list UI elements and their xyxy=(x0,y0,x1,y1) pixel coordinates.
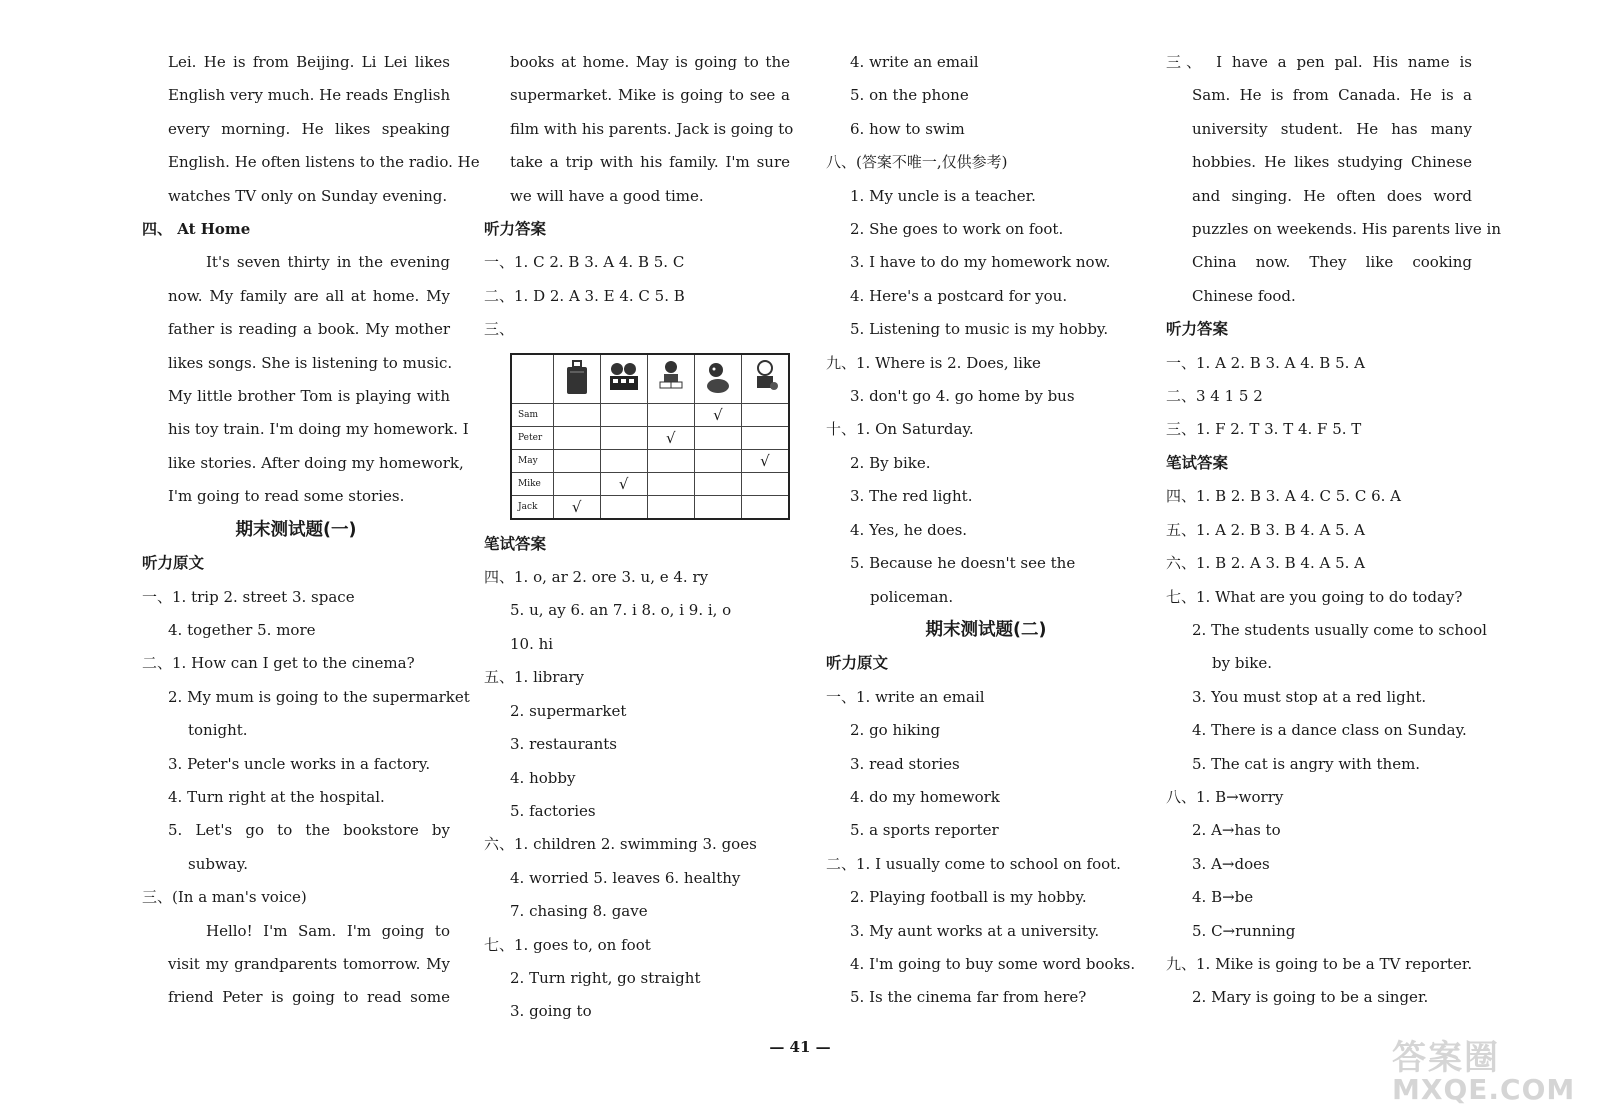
check-cell xyxy=(553,403,600,426)
text-line: puzzles on weekends. His parents live in xyxy=(1192,220,1501,239)
text-line: 2. go hiking xyxy=(850,721,941,740)
check-cell xyxy=(741,426,789,449)
text-line: 3. You must stop at a red light. xyxy=(1192,687,1427,706)
text-line: tonight. xyxy=(188,721,248,740)
reading-picture xyxy=(647,354,694,404)
suitcase-picture xyxy=(553,354,600,404)
text-line: It's seven thirty in the evening xyxy=(206,253,450,272)
text-line: 一、1. write an email xyxy=(826,687,985,706)
check-cell xyxy=(647,449,694,472)
check-cell: √ xyxy=(600,472,647,495)
check-cell: √ xyxy=(553,495,600,519)
check-cell xyxy=(694,472,741,495)
text-line: 七、1. goes to, on foot xyxy=(484,935,651,954)
section-heading: 笔试答案 xyxy=(484,534,547,553)
text-line: 5. Is the cinema far from here? xyxy=(850,988,1087,1007)
text-line: policeman. xyxy=(870,587,954,606)
text-line: we will have a good time. xyxy=(510,186,704,205)
text-line: 5. Because he doesn't see the xyxy=(850,554,1076,573)
table-row xyxy=(511,472,789,495)
table-row xyxy=(511,403,789,426)
check-cell xyxy=(741,403,789,426)
text-line: 九、1. Mike is going to be a TV reporter. xyxy=(1166,954,1473,973)
row-name: Peter xyxy=(511,426,553,449)
section-heading: 听力原文 xyxy=(826,654,889,673)
text-line: like stories. After doing my homework, xyxy=(168,453,464,472)
text-line: subway. xyxy=(188,854,248,873)
text-line: 6. how to swim xyxy=(850,119,965,138)
text-line: 3. A→does xyxy=(1192,854,1270,873)
text-line: 三、1. F 2. T 3. T 4. F 5. T xyxy=(1166,420,1362,439)
text-line: 4. together 5. more xyxy=(168,620,316,639)
check-cell xyxy=(600,495,647,519)
text-line: 4. worried 5. leaves 6. healthy xyxy=(510,868,741,887)
text-line: supermarket. Mike is going to see a xyxy=(510,86,790,105)
text-line: 4. Yes, he does. xyxy=(850,520,968,539)
text-line: 三、 xyxy=(484,320,515,339)
text-line: 2. Turn right, go straight xyxy=(510,968,701,987)
table-corner-cell xyxy=(511,354,553,404)
text-line: friend Peter is going to read some xyxy=(168,988,450,1007)
column-2 xyxy=(484,46,794,1029)
text-line: 3. I have to do my homework now. xyxy=(850,253,1111,272)
row-name: Sam xyxy=(511,403,553,426)
check-cell xyxy=(553,426,600,449)
text-line: now. My family are all at home. My xyxy=(168,286,450,305)
text-line: 二、3 4 1 5 2 xyxy=(1166,387,1263,406)
text-line: 十、1. On Saturday. xyxy=(826,420,974,439)
check-cell xyxy=(741,495,789,519)
text-line: 二、1. I usually come to school on foot. xyxy=(826,854,1121,873)
text-line: 六、1. B 2. A 3. B 4. A 5. A xyxy=(1166,554,1366,573)
section-heading: 听力原文 xyxy=(142,554,205,573)
text-line: 3. read stories xyxy=(850,754,960,773)
text-line: 五、1. A 2. B 3. B 4. A 5. A xyxy=(1166,520,1366,539)
check-cell xyxy=(600,403,647,426)
text-line: take a trip with his family. I'm sure xyxy=(510,153,790,172)
text-line: English very much. He reads English xyxy=(168,86,451,105)
check-cell xyxy=(647,495,694,519)
row-name: Jack xyxy=(511,495,553,519)
text-line: 2. supermarket xyxy=(510,701,627,720)
table-row xyxy=(511,426,789,449)
section-heading: 听力答案 xyxy=(1166,320,1229,339)
text-line: 2. The students usually come to school xyxy=(1192,620,1487,639)
text-line: 4. Here's a postcard for you. xyxy=(850,286,1068,305)
text-line: 一、1. C 2. B 3. A 4. B 5. C xyxy=(484,253,685,272)
cinema-picture xyxy=(600,354,647,404)
text-line: 四、 At Home xyxy=(142,220,251,239)
text-line: 一、1. trip 2. street 3. space xyxy=(142,587,355,606)
section-heading: 听力答案 xyxy=(484,220,547,239)
text-line: 四、1. B 2. B 3. A 4. C 5. C 6. A xyxy=(1166,487,1401,506)
text-line: 3. going to xyxy=(510,1002,592,1021)
text-line: 六、1. children 2. swimming 3. goes xyxy=(484,835,757,854)
check-cell xyxy=(647,472,694,495)
check-cell: √ xyxy=(694,403,741,426)
text-line: his toy train. I'm doing my homework. I xyxy=(168,420,469,439)
section-heading: 期末测试题(二) xyxy=(925,619,1047,640)
check-cell: √ xyxy=(647,426,694,449)
table-row xyxy=(511,495,789,519)
text-line: 5. Let's go to the bookstore by xyxy=(168,821,450,840)
check-cell xyxy=(741,472,789,495)
text-line: 4. There is a dance class on Sunday. xyxy=(1192,721,1467,740)
text-line: university student. He has many xyxy=(1192,119,1472,138)
text-line: Lei. He is from Beijing. Li Lei likes xyxy=(168,53,450,71)
text-line: 4. write an email xyxy=(850,53,979,71)
text-line: 2. Mary is going to be a singer. xyxy=(1192,988,1429,1007)
column-1 xyxy=(142,46,480,1015)
text-line: 2. A→has to xyxy=(1192,821,1281,840)
text-line: 2. She goes to work on foot. xyxy=(850,220,1064,239)
text-line: 5. a sports reporter xyxy=(850,821,999,840)
text-line: 5. Listening to music is my hobby. xyxy=(850,320,1109,339)
text-line: 3. Peter's uncle works in a factory. xyxy=(168,754,431,773)
text-line: 二、1. How can I get to the cinema? xyxy=(142,654,415,673)
text-line: books at home. May is going to the xyxy=(510,53,790,71)
text-line: 5. factories xyxy=(510,801,596,820)
text-line: every morning. He likes speaking xyxy=(168,119,450,138)
text-line: 2. My mum is going to the supermarket xyxy=(168,687,470,706)
check-cell xyxy=(694,495,741,519)
text-line: 4. Turn right at the hospital. xyxy=(168,787,385,806)
text-line: visit my grandparents tomorrow. My xyxy=(168,954,450,973)
text-line: 10. hi xyxy=(510,634,554,653)
text-line: 5. on the phone xyxy=(850,86,969,105)
check-cell xyxy=(553,449,600,472)
check-cell xyxy=(647,403,694,426)
text-line: 5. The cat is angry with them. xyxy=(1192,754,1421,773)
text-line: China now. They like cooking xyxy=(1192,253,1472,272)
text-line: 三、(In a man's voice) xyxy=(142,888,307,907)
section-heading: 笔试答案 xyxy=(1166,453,1229,472)
text-line: watches TV only on Sunday evening. xyxy=(168,186,448,205)
text-line: 2. Playing football is my hobby. xyxy=(850,888,1087,907)
text-line: 五、1. library xyxy=(484,668,585,687)
column-4 xyxy=(1166,46,1501,1015)
text-line: 三、 I have a pen pal. His name is xyxy=(1166,53,1472,71)
check-cell xyxy=(694,449,741,472)
film-picture xyxy=(741,354,789,404)
text-line: Hello! I'm Sam. I'm going to xyxy=(206,921,450,940)
text-line: 4. I'm going to buy some word books. xyxy=(850,954,1136,973)
row-name: Mike xyxy=(511,472,553,495)
text-line: 2. By bike. xyxy=(850,453,931,472)
text-line: 5. u, ay 6. an 7. i 8. o, i 9. i, o xyxy=(510,601,732,620)
text-line: 7. chasing 8. gave xyxy=(510,902,648,921)
text-line: 3. My aunt works at a university. xyxy=(850,921,1100,940)
check-cell: √ xyxy=(741,449,789,472)
check-cell xyxy=(600,449,647,472)
text-line: I'm going to read some stories. xyxy=(168,487,405,506)
text-line: 四、1. o, ar 2. ore 3. u, e 4. ry xyxy=(484,568,709,587)
page-number: — 41 — xyxy=(769,1038,831,1056)
text-line: father is reading a book. My mother xyxy=(168,320,450,339)
table-row xyxy=(511,449,789,472)
shopping-picture xyxy=(694,354,741,404)
text-line: film with his parents. Jack is going to xyxy=(510,119,794,138)
text-line: 七、1. What are you going to do today? xyxy=(1166,587,1463,606)
text-line: Chinese food. xyxy=(1192,286,1296,305)
text-line: English. He often listens to the radio. He xyxy=(168,153,480,172)
text-line: 3. restaurants xyxy=(510,735,617,754)
text-line: 5. C→running xyxy=(1192,921,1296,940)
text-line: 八、(答案不唯一,仅供参考) xyxy=(826,153,1008,172)
text-line: 二、1. D 2. A 3. E 4. C 5. B xyxy=(484,286,685,305)
text-line: 1. My uncle is a teacher. xyxy=(850,186,1036,205)
watermark-logo: 答案圈 MXQE.COM xyxy=(1392,1038,1576,1106)
text-line: 4. hobby xyxy=(510,768,576,787)
check-cell xyxy=(553,472,600,495)
column-3 xyxy=(826,46,1146,1015)
answer-table xyxy=(510,353,790,520)
text-line: 4. B→be xyxy=(1192,888,1254,907)
text-line: My little brother Tom is playing with xyxy=(168,387,450,406)
text-line: Sam. He is from Canada. He is a xyxy=(1192,86,1472,105)
text-line: 4. do my homework xyxy=(850,787,1000,806)
text-line: 八、1. B→worry xyxy=(1166,787,1284,806)
text-line: and singing. He often does word xyxy=(1192,186,1472,205)
text-line: hobbies. He likes studying Chinese xyxy=(1192,153,1472,172)
row-name: May xyxy=(511,449,553,472)
text-line: 3. don't go 4. go home by bus xyxy=(850,387,1075,406)
text-line: likes songs. She is listening to music. xyxy=(168,353,453,372)
check-cell xyxy=(600,426,647,449)
text-line: 九、1. Where is 2. Does, like xyxy=(826,353,1041,372)
text-line: 3. The red light. xyxy=(850,487,973,506)
check-cell xyxy=(694,426,741,449)
text-line: by bike. xyxy=(1212,654,1272,673)
section-heading: 期末测试题(一) xyxy=(235,519,357,540)
text-line: 一、1. A 2. B 3. A 4. B 5. A xyxy=(1166,353,1366,372)
